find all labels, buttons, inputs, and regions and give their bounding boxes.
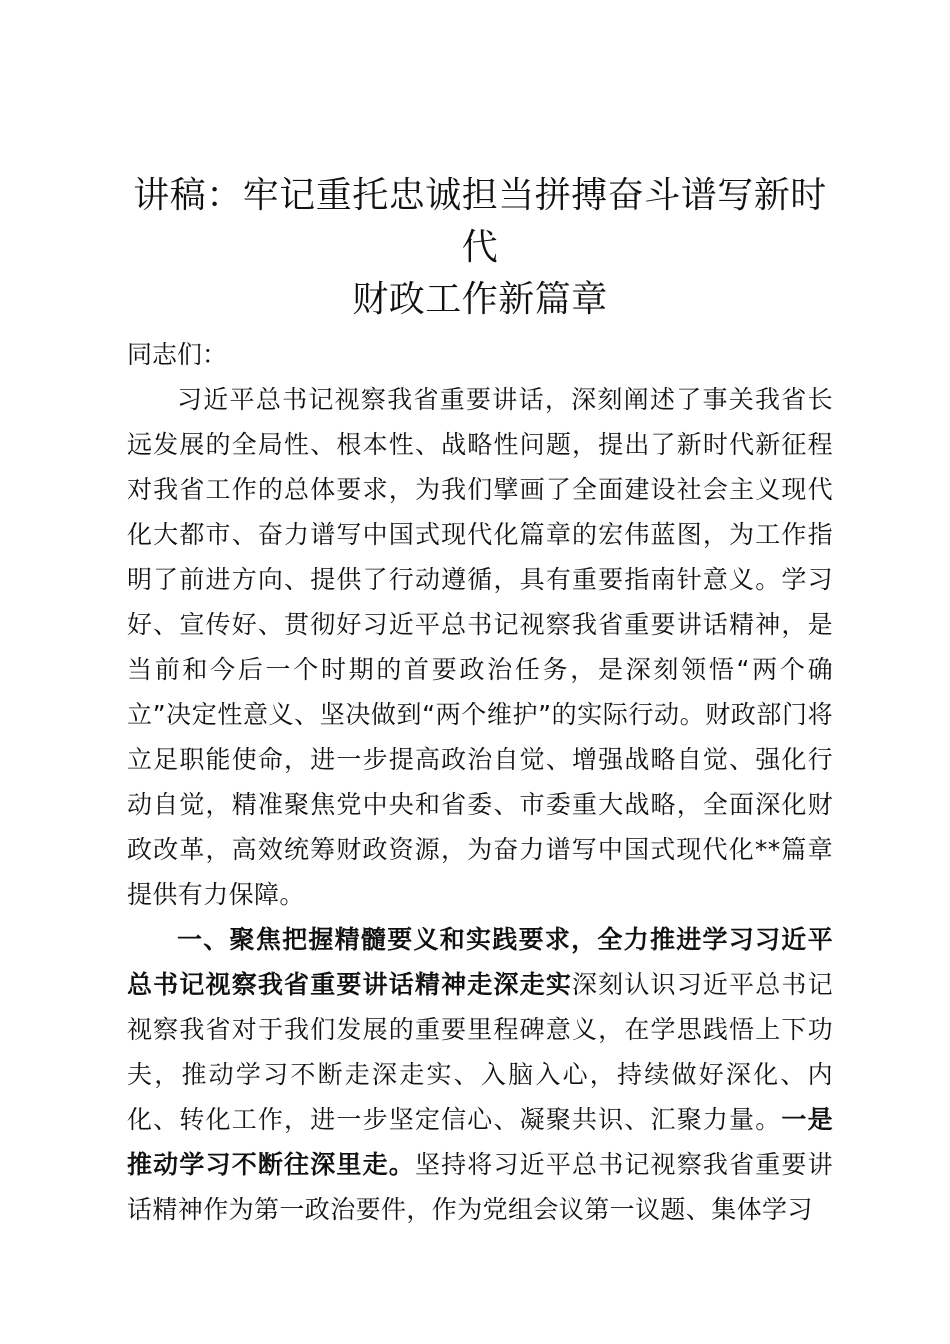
section-one-heading: 一、聚焦把握精髓要义和实践要求，全力推进学习习近平总书记视察我省重要讲话精神走深走实 bbox=[127, 925, 833, 999]
document-title bbox=[127, 170, 833, 326]
section-one-body: 深刻认识习近平总书记视察我省对于我们发展的重要里程碑意义，在学思践悟上下功夫，推动学习不断走深走实、入脑入心，持续做好深化、内化、转化工作，进一步坚定信心、凝聚共识、汇聚力量。 bbox=[127, 970, 833, 1134]
section-one-subheading: 一是推动学习不断往深里走。 bbox=[127, 1105, 833, 1179]
salutation: 同志们： bbox=[127, 340, 228, 369]
section-one-subbody: 坚持将习近平总书记视察我省重要讲话精神作为第一政治要件，作为党组会议第一议题、集体学习 bbox=[127, 1150, 834, 1224]
title-line-2: 财政工作新篇章 bbox=[352, 279, 608, 320]
paragraph-intro: 习近平总书记视察我省重要讲话，深刻阐述了事关我省长远发展的全局性、根本性、战略性问题，提出了新时代新征程对我省工作的总体要求，为我们擘画了全面建设社会主义现代化大都市、奋力谱写中国式现代化篇章的宏伟蓝图，为工作指明了前进方向、提供了行动遵循，具有重要指南针意义。学习好、宣传好、贯彻好习近平总书记视察我省重要讲话精神，是当前和今后一个时期的首要政治任务，是深刻领悟“两个确立”决定性意义、坚决做到“两个维护”的实际行动。财政部门将立足职能使命，进一步提高政治自觉、增强战略自觉、强化行动自觉，精准聚焦党中央和省委、市委重大战略，全面深化财政改革，高效统筹财政资源，为奋力谱写中国式现代化**篇章提供有力保障。 bbox=[127, 385, 833, 909]
document-page bbox=[127, 170, 833, 1232]
title-line-1: 讲稿：牢记重托忠诚担当拼搏奋斗谱写新时代 bbox=[133, 175, 827, 268]
paragraph-section-one bbox=[127, 917, 833, 1232]
